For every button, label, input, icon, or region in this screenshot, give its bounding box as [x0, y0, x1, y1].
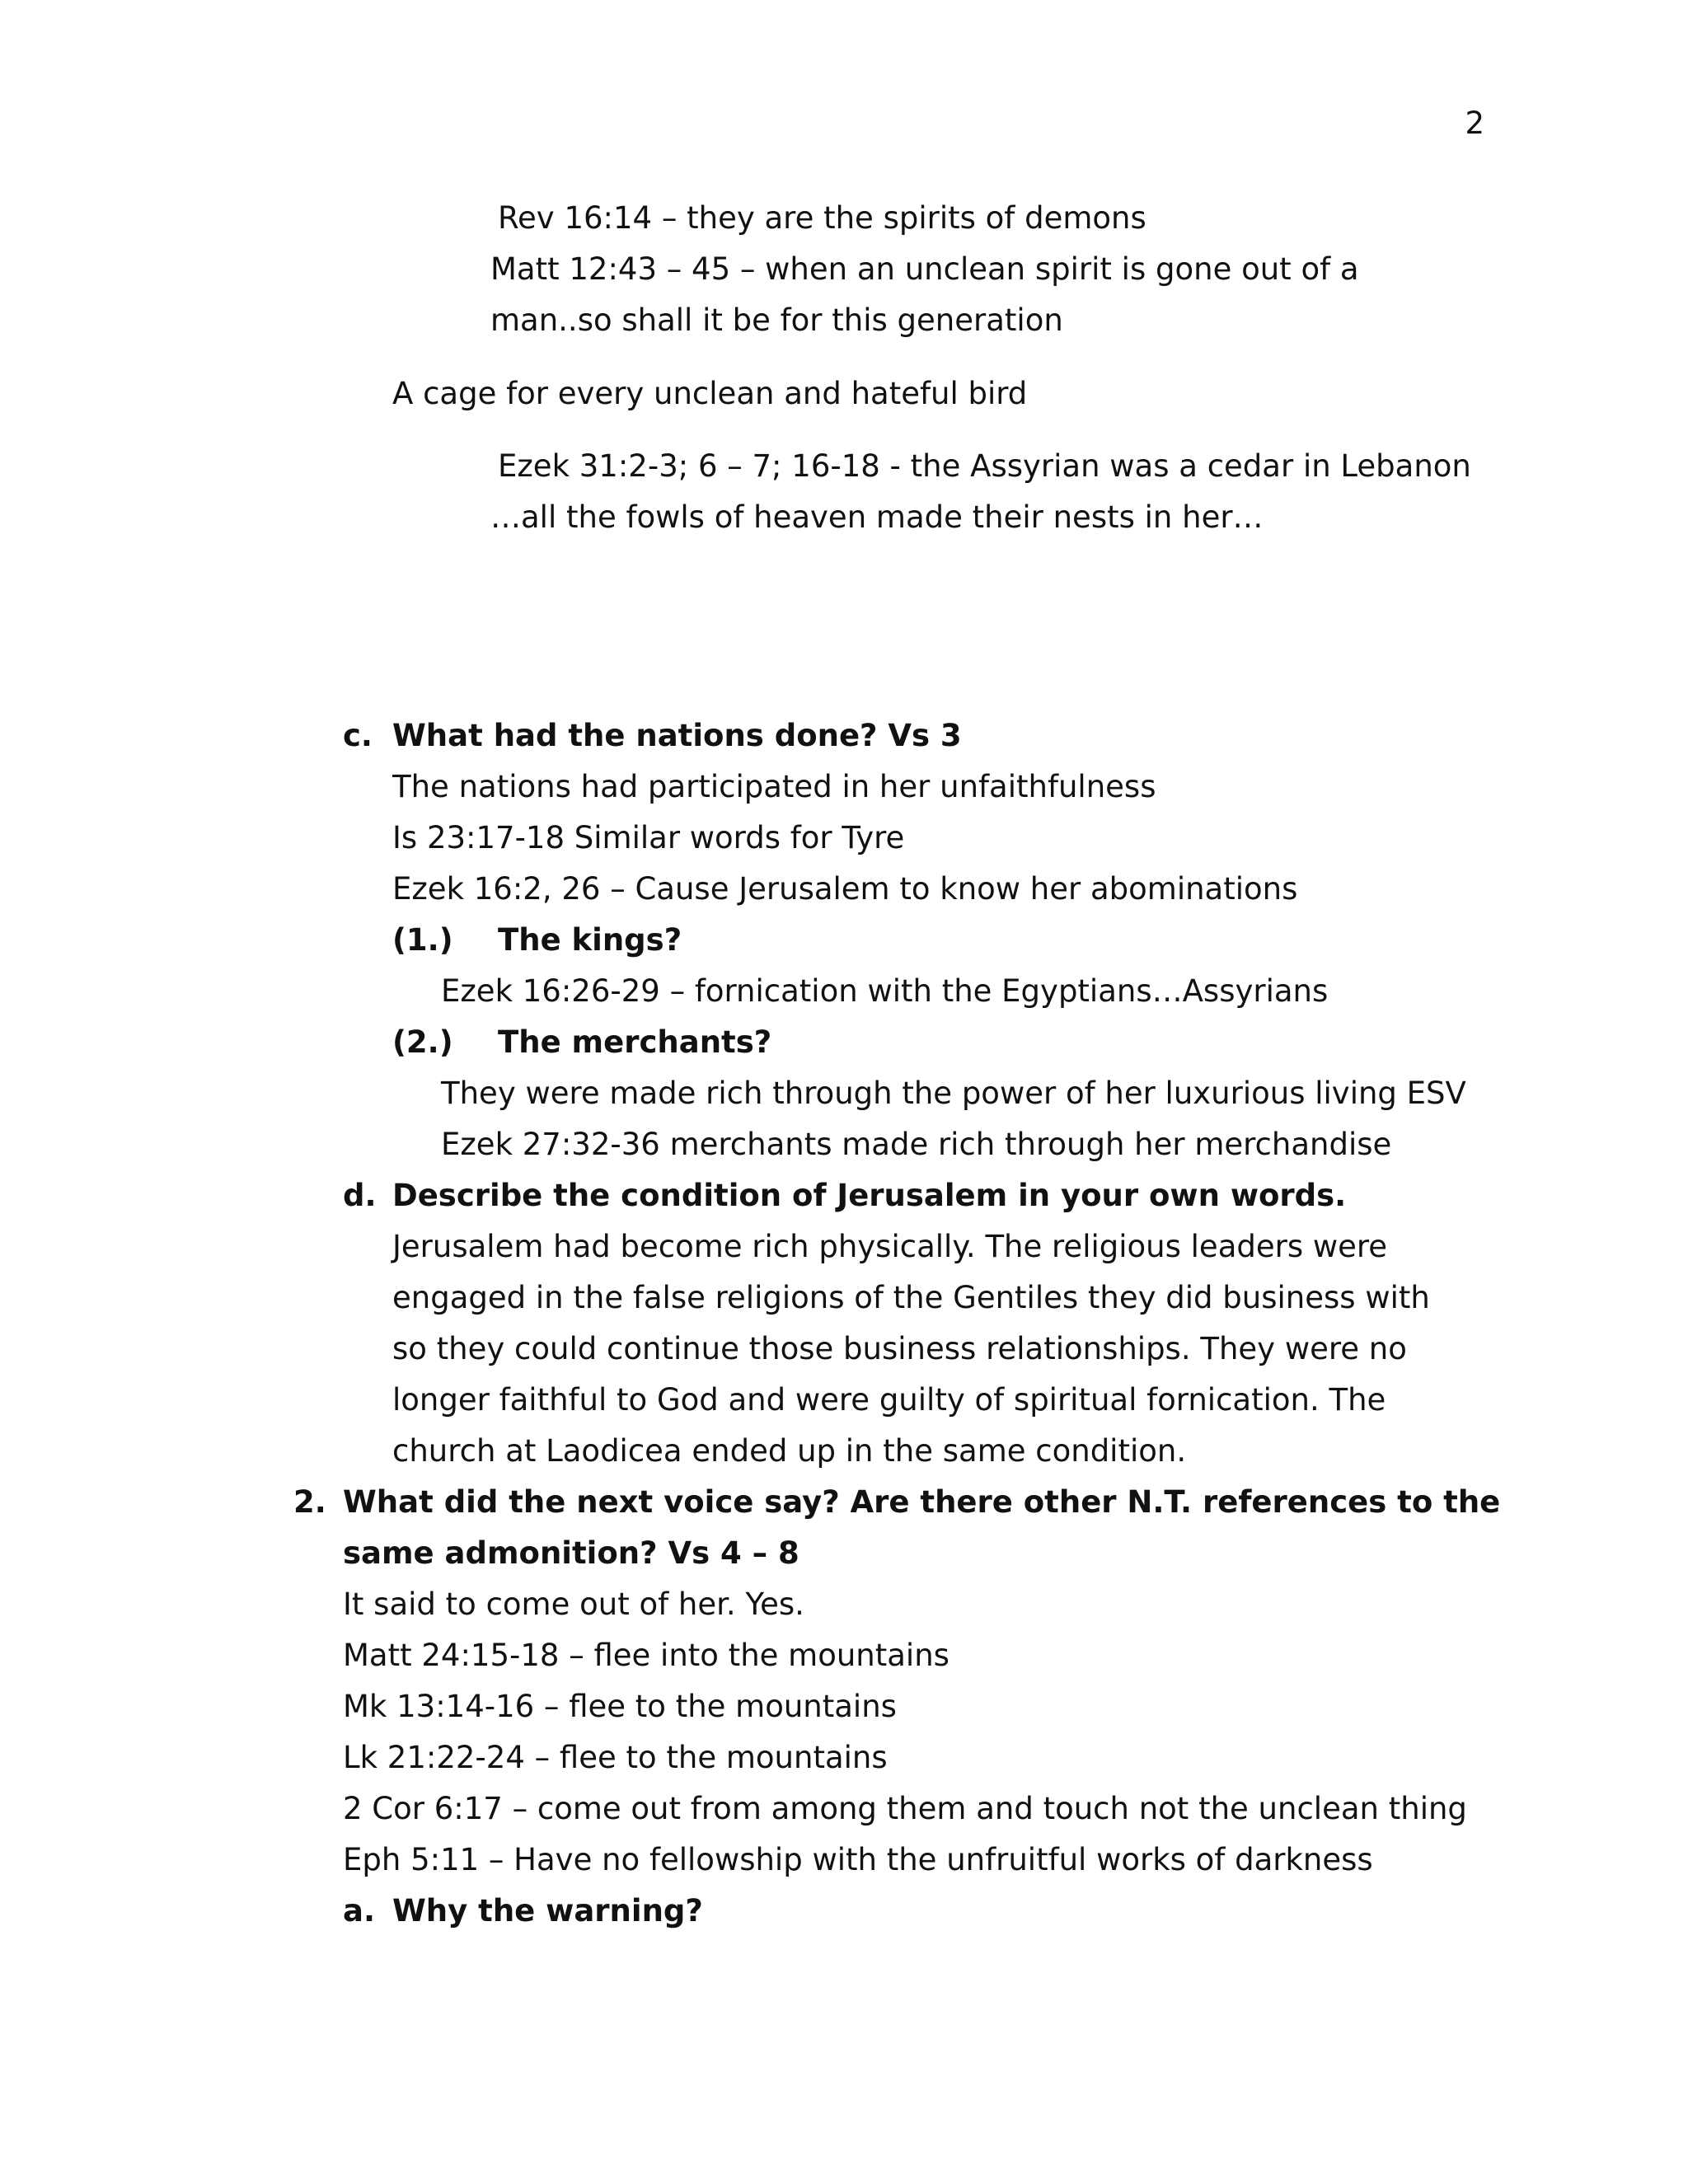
section-d-line: longer faithful to God and were guilty of spiritual fornication. The	[392, 1382, 1386, 1418]
section-d-line: so they could continue those business relationships. They were no	[392, 1331, 1407, 1366]
subsection-1-heading: The kings?	[498, 922, 682, 958]
section-d-line: engaged in the false religions of the Gentiles they did business with	[392, 1280, 1430, 1315]
section-c-line: Is 23:17-18 Similar words for Tyre	[392, 820, 905, 855]
subsection-1-marker: (1.)	[392, 922, 453, 958]
subsection-2-heading: The merchants?	[498, 1024, 772, 1060]
section-2-heading-line1: What did the next voice say? Are there other N.T. references to the	[343, 1484, 1501, 1520]
rev-reference: Rev 16:14 – they are the spirits of demons	[498, 200, 1146, 236]
section-d-heading: Describe the condition of Jerusalem in your own words.	[392, 1178, 1347, 1213]
page-number: 2	[1465, 105, 1484, 141]
section-2-line: Mk 13:14-16 – flee to the mountains	[343, 1689, 897, 1724]
cage-heading: A cage for every unclean and hateful bird	[392, 376, 1028, 411]
section-c-line: Ezek 16:2, 26 – Cause Jerusalem to know her abominations	[392, 871, 1298, 907]
ezek-reference-line1: Ezek 31:2-3; 6 – 7; 16-18 - the Assyrian was a cedar in Lebanon	[498, 448, 1471, 484]
section-2-line: Lk 21:22-24 – flee to the mountains	[343, 1740, 888, 1775]
section-2-line: Matt 24:15-18 – flee into the mountains	[343, 1638, 950, 1673]
section-d-line: church at Laodicea ended up in the same condition.	[392, 1433, 1187, 1469]
subsection-2-line: Ezek 27:32-36 merchants made rich through her merchandise	[441, 1127, 1392, 1162]
section-d-marker: d.	[343, 1178, 377, 1213]
section-d-line: Jerusalem had become rich physically. The religious leaders were	[392, 1229, 1388, 1264]
subsection-a-marker: a.	[343, 1893, 376, 1929]
section-c-heading: What had the nations done? Vs 3	[392, 718, 962, 753]
section-c-marker: c.	[343, 718, 373, 753]
matt-reference-line2: man..so shall it be for this generation	[490, 302, 1063, 338]
section-c-line: The nations had participated in her unfaithfulness	[392, 769, 1156, 804]
subsection-2-marker: (2.)	[392, 1024, 453, 1060]
section-2-line: 2 Cor 6:17 – come out from among them and touch not the unclean thing	[343, 1791, 1467, 1826]
section-2-line: It said to come out of her. Yes.	[343, 1586, 804, 1622]
subsection-2-line: They were made rich through the power of her luxurious living ESV	[441, 1076, 1466, 1111]
section-2-heading-line2: same admonition? Vs 4 – 8	[343, 1535, 799, 1571]
subsection-1-line: Ezek 16:26-29 – fornication with the Egyptians…Assyrians	[441, 973, 1329, 1009]
matt-reference-line1: Matt 12:43 – 45 – when an unclean spirit is gone out of a	[490, 251, 1359, 287]
subsection-a-heading: Why the warning?	[392, 1893, 703, 1929]
section-2-line: Eph 5:11 – Have no fellowship with the unfruitful works of darkness	[343, 1842, 1373, 1877]
section-2-marker: 2.	[293, 1484, 326, 1520]
ezek-reference-line2: …all the fowls of heaven made their nests in her…	[490, 499, 1264, 535]
